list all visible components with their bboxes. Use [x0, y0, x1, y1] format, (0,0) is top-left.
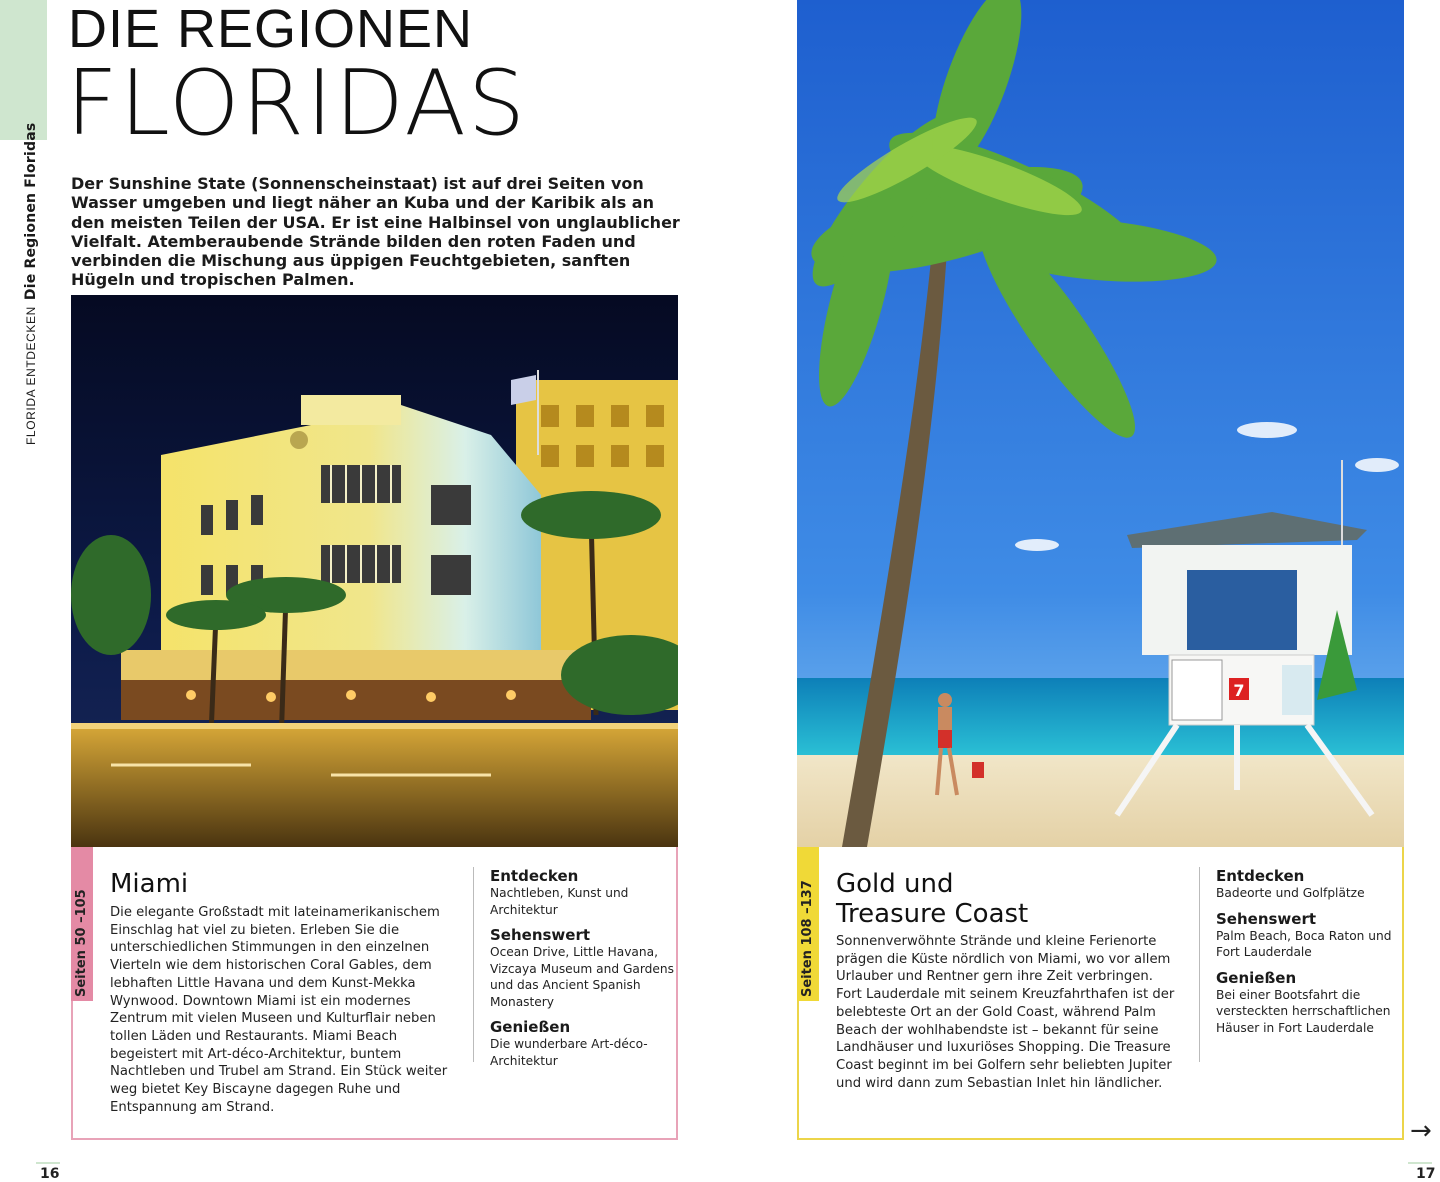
miami-fact-heading: Sehenswert: [490, 926, 591, 944]
miami-fact-heading: Entdecken: [490, 867, 579, 885]
gold-fact-heading: Genießen: [1216, 968, 1297, 987]
miami-facts: [473, 867, 690, 1068]
running-header-section: FLORIDA ENTDECKEN: [24, 306, 38, 445]
miami-fact-text: Die wunderbare Art-déco-Architektur: [490, 1037, 648, 1068]
next-page-arrow-icon[interactable]: →: [1410, 1116, 1432, 1146]
page-number-rule: [36, 1162, 60, 1164]
page-number-right: 17: [1416, 1166, 1436, 1182]
miami-page-tab: [71, 847, 93, 1001]
running-header: [24, 123, 39, 445]
running-header-chapter: Die Regionen Floridas: [23, 122, 39, 301]
miami-info-box: [71, 847, 678, 1140]
gold-fact-heading: Entdecken: [1216, 867, 1305, 885]
miami-fact-heading: Genießen: [490, 1018, 571, 1036]
gold-coast-description: Sonnenverwöhnte Strände und kleine Ferienorte prägen die Küste nördlich von Miami, wo vor allem Urlauber und Rentner gern ihre Zeit verbringen. Fort Lauderdale mit seinem Kreuzfahrthafen ist der belebteste Ort an der Gold Coast, während Palm Beach der wohlhabendste ist – bekannt für seine Landhäuser und luxuriöses Shopping. Die Treasure Coast beginnt im bei Golfern sehr beliebten Jupiter und wird dann zum Sebastian Inlet hin ländlicher.: [836, 934, 1175, 1091]
gold-coast-heading-line2: Treasure Coast: [836, 899, 1029, 929]
gold-coast-facts: [1199, 867, 1416, 1062]
gold-coast-photo: [797, 0, 1404, 847]
gold-coast-info-box: [797, 847, 1404, 1140]
page-title-line2: FLORIDAS: [66, 51, 528, 156]
section-color-tab: [0, 0, 47, 140]
intro-paragraph: Der Sunshine State (Sonnenscheinstaat) ist auf drei Seiten von Wasser umgeben und liegt näher an Kuba und der Karibik als an den meisten Teilen der USA. Er ist eine Halbinsel von unglaublicher Vielfalt. Atemberaubende Strände bilden den roten Faden und verbinden die Mischung aus üppigen Feuchtgebieten, sanften Hügeln und tropischen Palmen.: [71, 174, 680, 290]
gold-coast-heading-line1: Gold und: [836, 869, 954, 899]
miami-photo: [71, 295, 678, 847]
miami-page-range: Seiten 50 –105: [74, 889, 89, 997]
gold-fact-text: Bei einer Bootsfahrt die versteckten herrschaftlichen Häuser in Fort Lauderdale: [1216, 987, 1391, 1035]
page-number-rule: [1408, 1162, 1432, 1164]
miami-heading: Miami: [110, 869, 189, 899]
miami-fact-text: Nachtleben, Kunst und Architektur: [490, 886, 629, 917]
gold-coast-page-tab: [797, 847, 819, 1001]
gold-fact-heading: Sehenswert: [1216, 909, 1317, 928]
gold-fact-text: Badeorte und Golfplätze: [1216, 886, 1365, 900]
gold-coast-page-range: Seiten 108 –137: [800, 880, 815, 997]
gold-fact-text: Palm Beach, Boca Raton und Fort Lauderdale: [1216, 928, 1392, 959]
miami-fact-text: Ocean Drive, Little Havana, Vizcaya Museum and Gardens und das Ancient Spanish Monastery: [490, 945, 674, 1009]
lifeguard-sign-number: 7: [1233, 681, 1245, 700]
page-number-left: 16: [40, 1166, 60, 1182]
page-title-line1: DIE REGIONEN: [68, 0, 474, 59]
miami-description: Die elegante Großstadt mit lateinamerikanischem Einschlag hat viel zu bieten. Erleben Sie die unterschiedlichen Stimmungen in den einzelnen Vierteln wie dem historischen Coral Gables, dem lebhaften Little Havana und dem Kunst-Mekka Wynwood. Downtown Miami ist ein modernes Zentrum mit vielen Museen und Kulturflair neben tollen Läden und Restaurants. Miami Beach begeistert mit Art-déco-Architektur, buntem Nachtleben und Trubel am Strand. Ein Stück weiter weg bietet Key Biscayne dagegen Ruhe und Entspannung am Strand.: [110, 905, 448, 1115]
